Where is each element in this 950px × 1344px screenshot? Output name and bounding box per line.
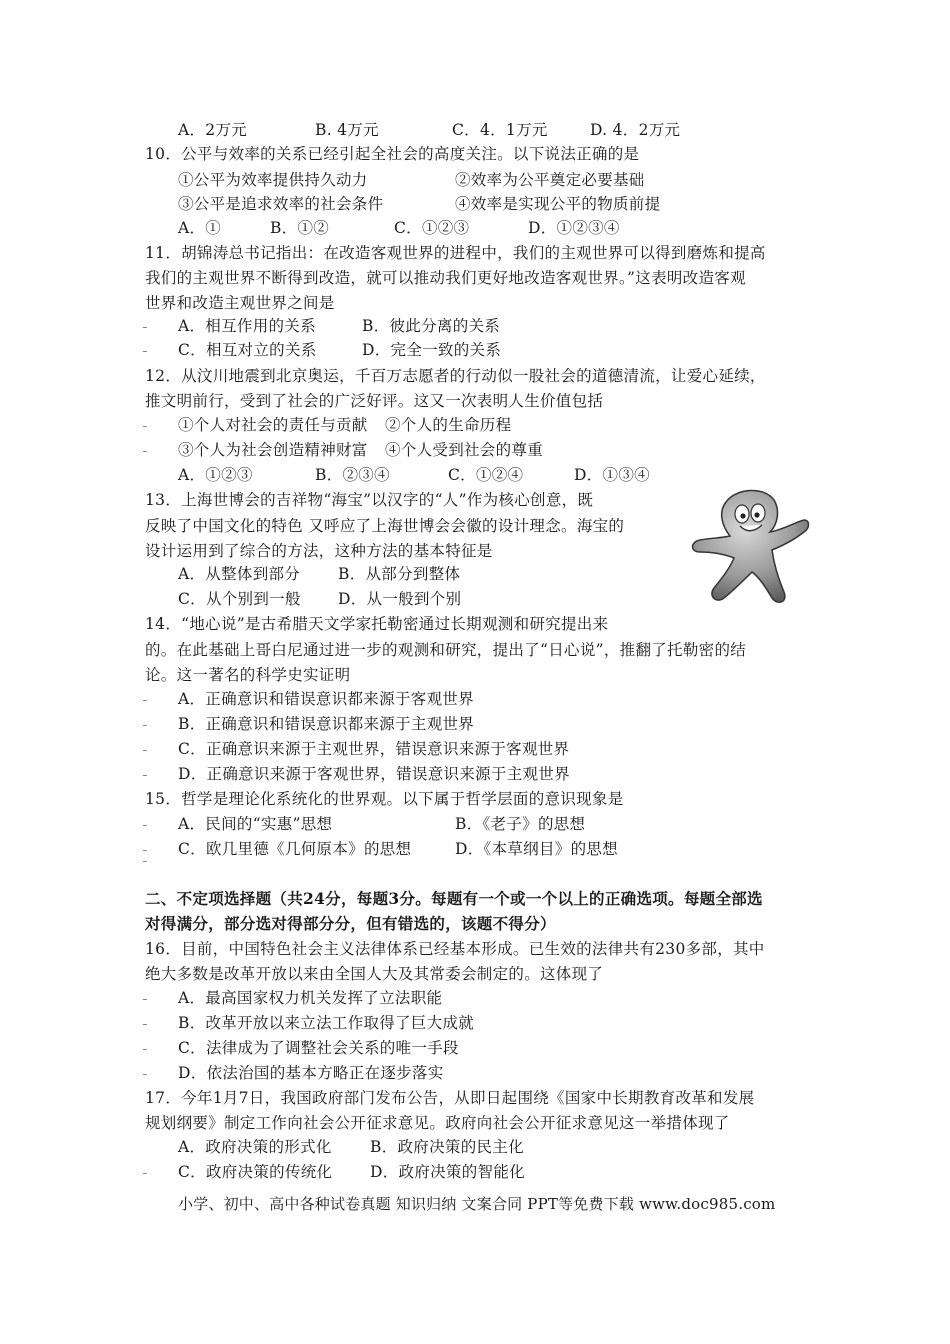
q15-stem: 15．哲学是理论化系统化的世界观。以下属于哲学层面的意识现象是 xyxy=(145,790,624,808)
q17-option-d: D．政府决策的智能化 xyxy=(370,1163,525,1181)
q14-stem-line1: 14．“地心说”是古希腊天文学家托勒密通过长期观测和研究提出来 xyxy=(145,615,609,633)
margin-mark xyxy=(143,327,147,328)
margin-mark xyxy=(143,1074,147,1075)
q11-option-a: A．相互作用的关系 xyxy=(178,317,316,335)
q10-option-d: D．①②③④ xyxy=(528,219,620,237)
q11-option-d: D．完全一致的关系 xyxy=(362,341,502,359)
margin-mark xyxy=(143,825,147,826)
q10-option-a: A．① xyxy=(178,219,222,237)
q9-option-a: A．2万元 xyxy=(178,121,248,139)
q12-statements-row1 xyxy=(178,415,511,435)
q12-statement-2: ②个人的生命历程 xyxy=(385,416,512,434)
q13-stem-line1: 13．上海世博会的吉祥物“海宝”以汉字的“人”作为核心创意，既 xyxy=(145,491,594,509)
margin-mark xyxy=(143,775,147,776)
q13-options-row2 xyxy=(178,589,461,609)
q15-option-b: B．《老子》的思想 xyxy=(455,815,586,833)
q15-option-c: C．欧几里德《几何原本》的思想 xyxy=(178,840,412,858)
margin-mark xyxy=(143,1173,147,1174)
q12-statement-1: ①个人对社会的责任与贡献 xyxy=(178,416,368,434)
q10-statement-2: ②效率为公平奠定必要基础 xyxy=(455,171,645,189)
section2-heading-line2: 对得满分，部分选对得部分分，但有错选的，该题不得分） xyxy=(145,914,556,933)
q10-option-b: B．①② xyxy=(270,219,330,237)
q9-option-d: D. 4．2万元 xyxy=(590,121,681,139)
q10-stem: 10．公平与效率的关系已经引起全社会的高度关注。以下说法正确的是 xyxy=(145,145,640,163)
q17-option-b: B．政府决策的民主化 xyxy=(370,1138,524,1156)
q17-option-a: A．政府决策的形式化 xyxy=(178,1138,332,1156)
q14-option-a: A．正确意识和错误意识都来源于客观世界 xyxy=(178,690,474,708)
q11-options-row2 xyxy=(178,340,501,360)
q14-option-b: B．正确意识和错误意识都来源于主观世界 xyxy=(178,715,475,733)
q10-option-c: C．①②③ xyxy=(394,219,470,237)
q13-option-d: D．从一般到个别 xyxy=(338,590,462,608)
margin-mark xyxy=(143,725,147,726)
q17-stem-line2: 规划纲要》制定工作向社会公开征求意见。政府向社会公开征求意见这一举措体现了 xyxy=(145,1114,730,1132)
q13-stem-line2: 反映了中国文化的特色 又呼应了上海世博会会徽的设计理念。海宝的 xyxy=(145,517,625,535)
q10-statements-row1 xyxy=(178,170,645,190)
q10-statement-3: ③公平是追求效率的社会条件 xyxy=(178,195,384,213)
q15-option-d: D．《本草纲目》的思想 xyxy=(455,840,618,858)
q12-statement-4: ④个人受到社会的尊重 xyxy=(385,441,544,459)
q12-option-a: A．①②③ xyxy=(178,466,253,484)
q16-option-b: B．改革开放以来立法工作取得了巨大成就 xyxy=(178,1014,475,1032)
q9-option-b: B. 4万元 xyxy=(315,121,379,139)
q12-option-b: B．②③④ xyxy=(315,466,390,484)
q16-option-d: D．依法治国的基本方略正在逐步落实 xyxy=(178,1064,444,1082)
q17-options-row2 xyxy=(178,1162,525,1182)
q14-option-c: C．正确意识来源于主观世界，错误意识来源于客观世界 xyxy=(178,740,570,758)
q12-statement-3: ③个人为社会创造精神财富 xyxy=(178,441,368,459)
haibao-mascot-illustration xyxy=(686,482,814,610)
q10-statement-4: ④效率是实现公平的物质前提 xyxy=(455,195,661,213)
q11-stem-line1: 11．胡锦涛总书记指出：在改造客观世界的进程中，我们的主观世界可以得到磨炼和提高 xyxy=(145,244,766,262)
q11-option-c: C．相互对立的关系 xyxy=(178,341,317,359)
q14-stem-line2: 的。在此基础上哥白尼通过进一步的观测和研究，提出了“日心说”，推翻了托勒密的结 xyxy=(145,641,747,659)
q13-stem-line3: 设计运用到了综合的方法，这种方法的基本特征是 xyxy=(145,542,493,560)
margin-mark xyxy=(143,861,147,862)
q12-stem-line1: 12．从汶川地震到北京奥运，千百万志愿者的行动似一股社会的道德清流，让爱心延续， xyxy=(145,367,766,385)
q12-option-d: D．①③④ xyxy=(574,466,650,484)
margin-mark xyxy=(143,850,147,851)
margin-mark xyxy=(143,351,147,352)
q12-stem-line2: 推文明前行，受到了社会的广泛好评。这又一次表明人生价值包括 xyxy=(145,392,604,410)
q12-option-c: C．①②④ xyxy=(448,466,524,484)
q13-option-c: C．从个别到一般 xyxy=(178,590,301,608)
margin-mark xyxy=(143,1024,147,1025)
page-footer-text: 小学、初中、高中各种试卷真题 知识归纳 文案合同 PPT等免费下载 www.doc985.com xyxy=(178,1195,776,1213)
margin-mark xyxy=(143,451,147,452)
q13-option-b: B．从部分到整体 xyxy=(338,565,461,583)
q12-options xyxy=(178,465,650,485)
q11-stem-line3: 世界和改造主观世界之间是 xyxy=(145,294,335,312)
q17-option-c: C．政府决策的传统化 xyxy=(178,1163,333,1181)
q12-statements-row2 xyxy=(178,440,543,460)
q16-option-c: C．法律成为了调整社会关系的唯一手段 xyxy=(178,1039,459,1057)
section2-heading-line1: 二、不定项选择题（共24分，每题3分。每题有一个或一个以上的正确选项。每题全部选 xyxy=(145,889,763,908)
q9-option-c: C．4．1万元 xyxy=(452,121,548,139)
q11-options-row1 xyxy=(178,316,500,336)
margin-mark xyxy=(143,426,147,427)
q16-stem-line2: 绝大多数是改革开放以来由全国人大及其常委会制定的。这体现了 xyxy=(145,965,604,983)
q17-options-row1 xyxy=(178,1137,524,1157)
q15-option-a: A．民间的“实惠”思想 xyxy=(178,815,333,833)
margin-mark xyxy=(143,700,147,701)
q13-options-row1 xyxy=(178,564,460,584)
margin-mark xyxy=(143,750,147,751)
q11-option-b: B．彼此分离的关系 xyxy=(362,317,501,335)
q13-option-a: A．从整体到部分 xyxy=(178,565,301,583)
q14-option-d: D．正确意识来源于客观世界，错误意识来源于主观世界 xyxy=(178,765,570,783)
q10-options xyxy=(178,218,620,238)
q16-stem-line1: 16．目前，中国特色社会主义法律体系已经基本形成。已生效的法律共有230多部，其中 xyxy=(145,940,765,958)
q17-stem-line1: 17．今年1月7日，我国政府部门发布公告，从即日起围绕《国家中长期教育改革和发展 xyxy=(145,1089,755,1107)
q16-option-a: A．最高国家权力机关发挥了立法职能 xyxy=(178,989,443,1007)
q11-stem-line2: 我们的主观世界不断得到改造，就可以推动我们更好地改造客观世界。”这表明改造客观 xyxy=(145,269,746,287)
margin-mark xyxy=(143,1049,147,1050)
q10-statements-row2 xyxy=(178,194,660,214)
q10-statement-1: ①公平为效率提供持久动力 xyxy=(178,171,368,189)
q14-stem-line3: 论。这一著名的科学史实证明 xyxy=(145,666,351,684)
q9-options xyxy=(178,120,680,140)
q15-options-row1 xyxy=(178,814,585,834)
q15-options-row2 xyxy=(178,839,618,859)
margin-mark xyxy=(143,999,147,1000)
